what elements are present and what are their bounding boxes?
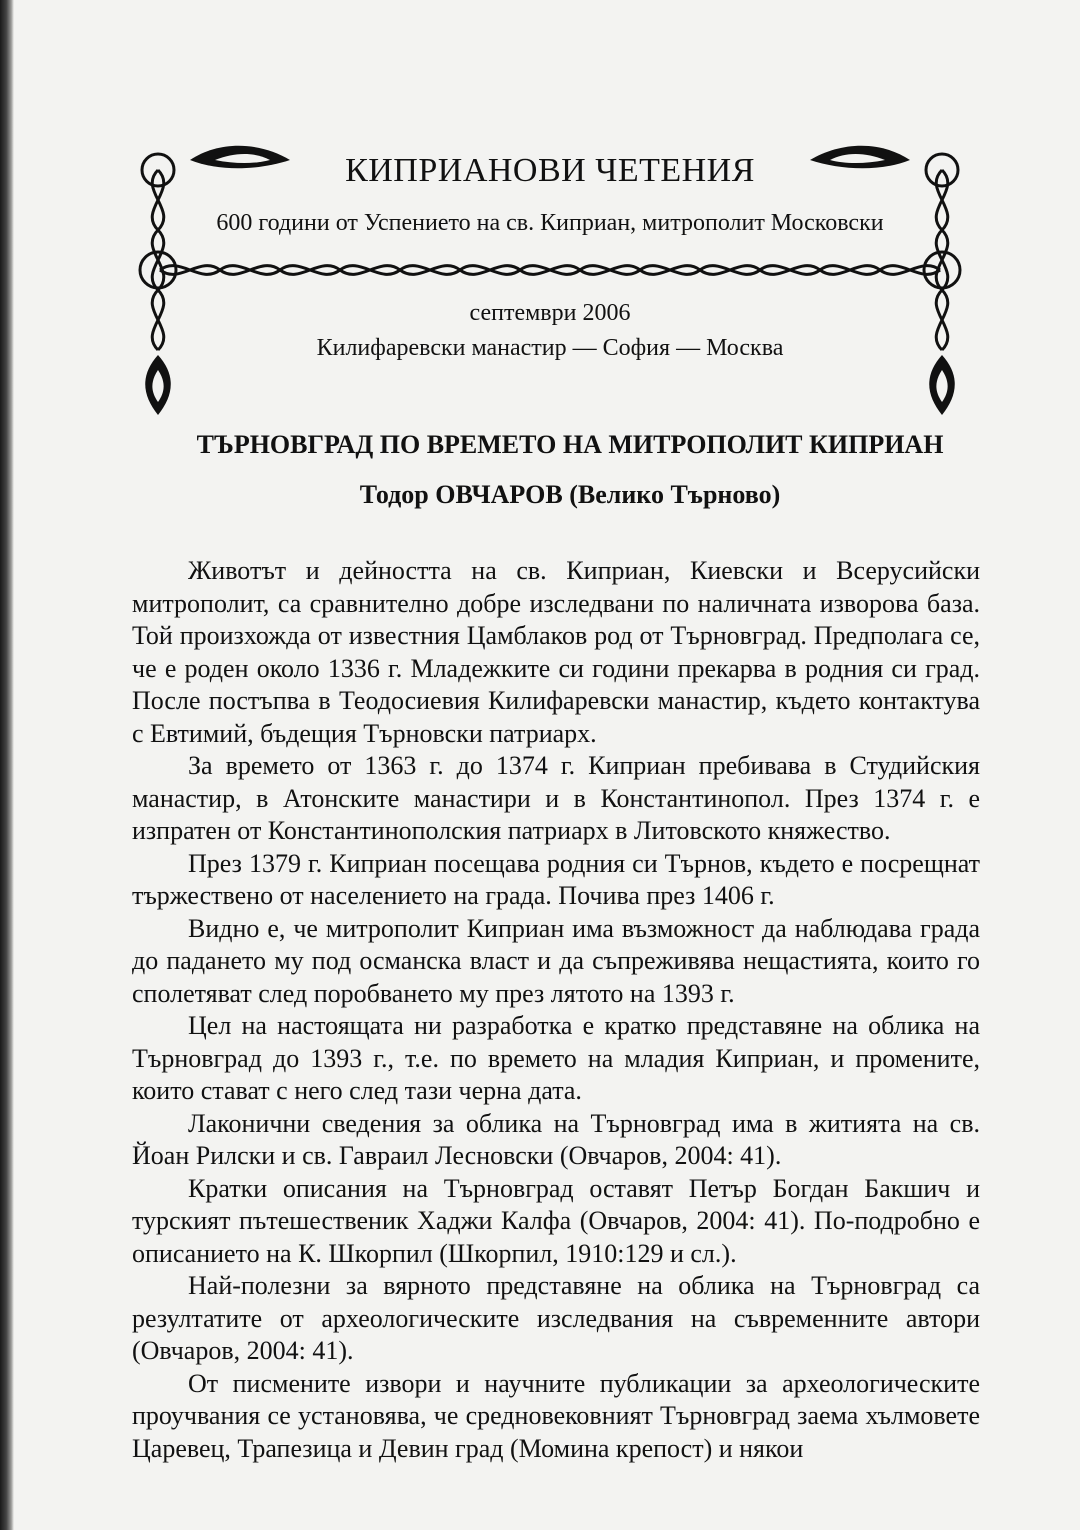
article-body [132,555,980,1465]
article-title: ТЪРНОВГРАД ПО ВРЕМЕТО НА МИТРОПОЛИТ КИПРИАН [196,430,944,459]
article-author: Тодор ОВЧАРОВ (Велико Търново) [359,480,781,509]
body-paragraph: За времето от 1363 г. до 1374 г. Киприан пребивава в Студийския манастир, в Атонските манастири и в Константинопол. През 1374 г. е изпратен от Константинополския патриарх в Литовското княжество. [132,751,980,845]
journal-places: Килифаревски манастир — София — Москва [316,335,784,361]
journal-title: КИПРИАНОВИ ЧЕТЕНИЯ [345,152,755,189]
journal-subtitle: 600 години от Успението на св. Киприан, митрополит Московски [216,210,884,236]
body-paragraph: Лаконични сведения за облика на Търновград има в житията на св. Йоан Рилски и св. Гавраил Лесновски (Овчаров, 2004: 41). [132,1108,980,1170]
body-paragraph: От писмените извори и научните публикации за археологическите проучвания се установява, че средновековният Търновград заема хълмовете Царевец, Трапезица и Девин град (Момина крепост) и някои [132,1368,980,1463]
body-paragraph: Видно е, че митрополит Киприан има възможност да наблюдава града до падането му под османска власт и да съпреживява нещастията, които го сполетяват след поробването му през лятото на 1393 г. [132,913,980,1008]
body-paragraph: Цел на настоящата ни разработка е кратко представяне на облика на Търновград до 1393 г., т.е. по времето на младия Киприан, и промените, които стават с него след тази черна дата. [132,1011,980,1105]
journal-date: септември 2006 [469,300,631,326]
body-paragraph: През 1379 г. Киприан посещава родния си Търнов, където е посрещнат тържествено от населението на града. Почива през 1406 г. [132,848,980,910]
body-paragraph: Кратки описания на Търновград оставят Петър Богдан Бакшич и турският пътешественик Хаджи Калфа (Овчаров, 2004: 41). По-подробно е описанието на К. Шкорпил (Шкорпил, 1910:129 и сл.). [132,1173,980,1268]
body-paragraph: Най-полезни за вярното представяне на облика на Търновград са резултатите от археологическите изследвания на съвременните автори (Овчаров, 2004: 41). [132,1271,980,1365]
body-paragraph: Животът и дейността на св. Киприан, Киевски и Всерусийски митрополит, са сравнително добре изследвани по наличната изворова база. Той произхожда от известния Цамблаков род от Търновград. Предполага се, че е роден около 1336 г. Младежките си години прекарва в родния си град. После постъпва в Теодосиевия Килифаревски манастир, където контактува с Евтимий, бъдещия Търновски патриарх. [132,556,980,748]
page-gutter-shadow [0,0,14,1530]
header-ornament-frame [120,130,980,420]
